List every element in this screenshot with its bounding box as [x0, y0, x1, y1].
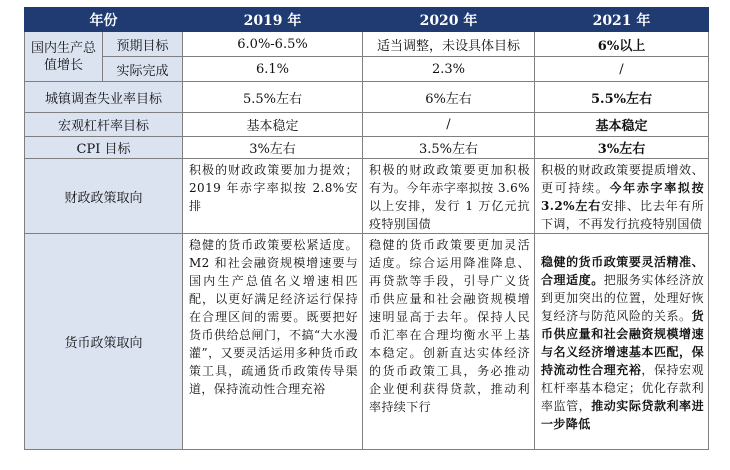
cpi-2020: 3.5%左右 [363, 137, 535, 159]
gdp-target-label: 预期目标 [103, 32, 183, 57]
monetary-2021 [535, 234, 709, 450]
fiscal-label: 财政政策取向 [25, 159, 183, 234]
fiscal-2020: 积极的财政政策要更加积极有为。今年赤字率拟按 3.6%以上安排，发行 1 万亿元抗疫特别国债 [363, 159, 535, 234]
leverage-2021: 基本稳定 [535, 113, 709, 137]
fiscal-2019: 积极的财政政策要加力提效；2019 年赤字率拟按 2.8%安排 [183, 159, 363, 234]
gdp-target-2021: 6%以上 [535, 32, 709, 57]
header-2020: 2020 年 [363, 8, 535, 32]
gdp-actual-label: 实际完成 [103, 57, 183, 82]
monetary-row [25, 234, 709, 450]
fiscal-2021 [535, 159, 709, 234]
header-2019: 2019 年 [183, 8, 363, 32]
monetary-2021-bold3: 推动实际贷款利率进一步降低 [541, 398, 704, 431]
monetary-2019: 稳健的货币政策要松紧适度。M2 和社会融资规模增速要与国内生产总值名义增速相匹配，以更好满足经济运行保持在合理区间的需要。既要把好货币供给总闸门，不搞“大水漫灌”，又要灵活运用多种货币政策工具，疏通货币政策传导渠道，保持流动性合理充裕 [183, 234, 363, 450]
gdp-growth-label: 国内生产总值增长 [25, 32, 103, 82]
gdp-target-2020: 适当调整，未设具体目标 [363, 32, 535, 57]
fiscal-2021-part1: 积极的财政政策要提质增效、更可持续。 [541, 163, 704, 195]
leverage-row [25, 113, 709, 137]
unemployment-2019: 5.5%左右 [183, 82, 363, 113]
fiscal-2021-part2: 安排、比去年有所下调，不再发行抗疫特别国债 [541, 199, 704, 231]
unemployment-row [25, 82, 709, 113]
header-2021: 2021 年 [535, 8, 709, 32]
leverage-label: 宏观杠杆率目标 [25, 113, 183, 137]
unemployment-2021: 5.5%左右 [535, 82, 709, 113]
monetary-2021-bold1: 稳健的货币政策要灵活精准、合理适度。 [541, 254, 704, 287]
gdp-actual-2021: / [535, 57, 709, 82]
unemployment-label: 城镇调查失业率目标 [25, 82, 183, 113]
cpi-label: CPI 目标 [25, 137, 183, 159]
policy-table-container [24, 7, 709, 450]
gdp-actual-2020: 2.3% [363, 57, 535, 82]
unemployment-2020: 6%左右 [363, 82, 535, 113]
cpi-2021: 3%左右 [535, 137, 709, 159]
monetary-2021-part2: ，保持宏观杠杆率基本稳定；优化存款利率监管， [541, 362, 704, 413]
leverage-2020: / [363, 113, 535, 137]
monetary-2021-part1: 把服务实体经济放到更加突出的位置，处理好恢复经济与防范风险的关系。 [541, 272, 704, 323]
gdp-actual-2019: 6.1% [183, 57, 363, 82]
leverage-2019: 基本稳定 [183, 113, 363, 137]
cpi-2019: 3%左右 [183, 137, 363, 159]
gdp-actual-row [25, 57, 709, 82]
monetary-label: 货币政策取向 [25, 234, 183, 450]
gdp-target-2019: 6.0%-6.5% [183, 32, 363, 57]
cpi-row [25, 137, 709, 159]
header-year-label: 年份 [25, 8, 183, 32]
fiscal-2021-bold: 今年赤字率拟按 3.2%左右 [541, 181, 704, 213]
header-row [25, 8, 709, 32]
gdp-target-row [25, 32, 709, 57]
monetary-2021-bold2: 货币供应量和社会融资规模增速与名义经济增速基本匹配，保持流动性合理充裕 [541, 308, 704, 377]
monetary-2020: 稳健的货币政策要更加灵活适度。综合运用降准降息、再贷款等手段，引导广义货币供应量和社会融资规模增速明显高于去年。保持人民币汇率在合理均衡水平上基本稳定。创新直达实体经济的货币政策工具，务必推动企业便利获得贷款，推动利率持续下行 [363, 234, 535, 450]
policy-targets-table [24, 7, 709, 450]
fiscal-row [25, 159, 709, 234]
